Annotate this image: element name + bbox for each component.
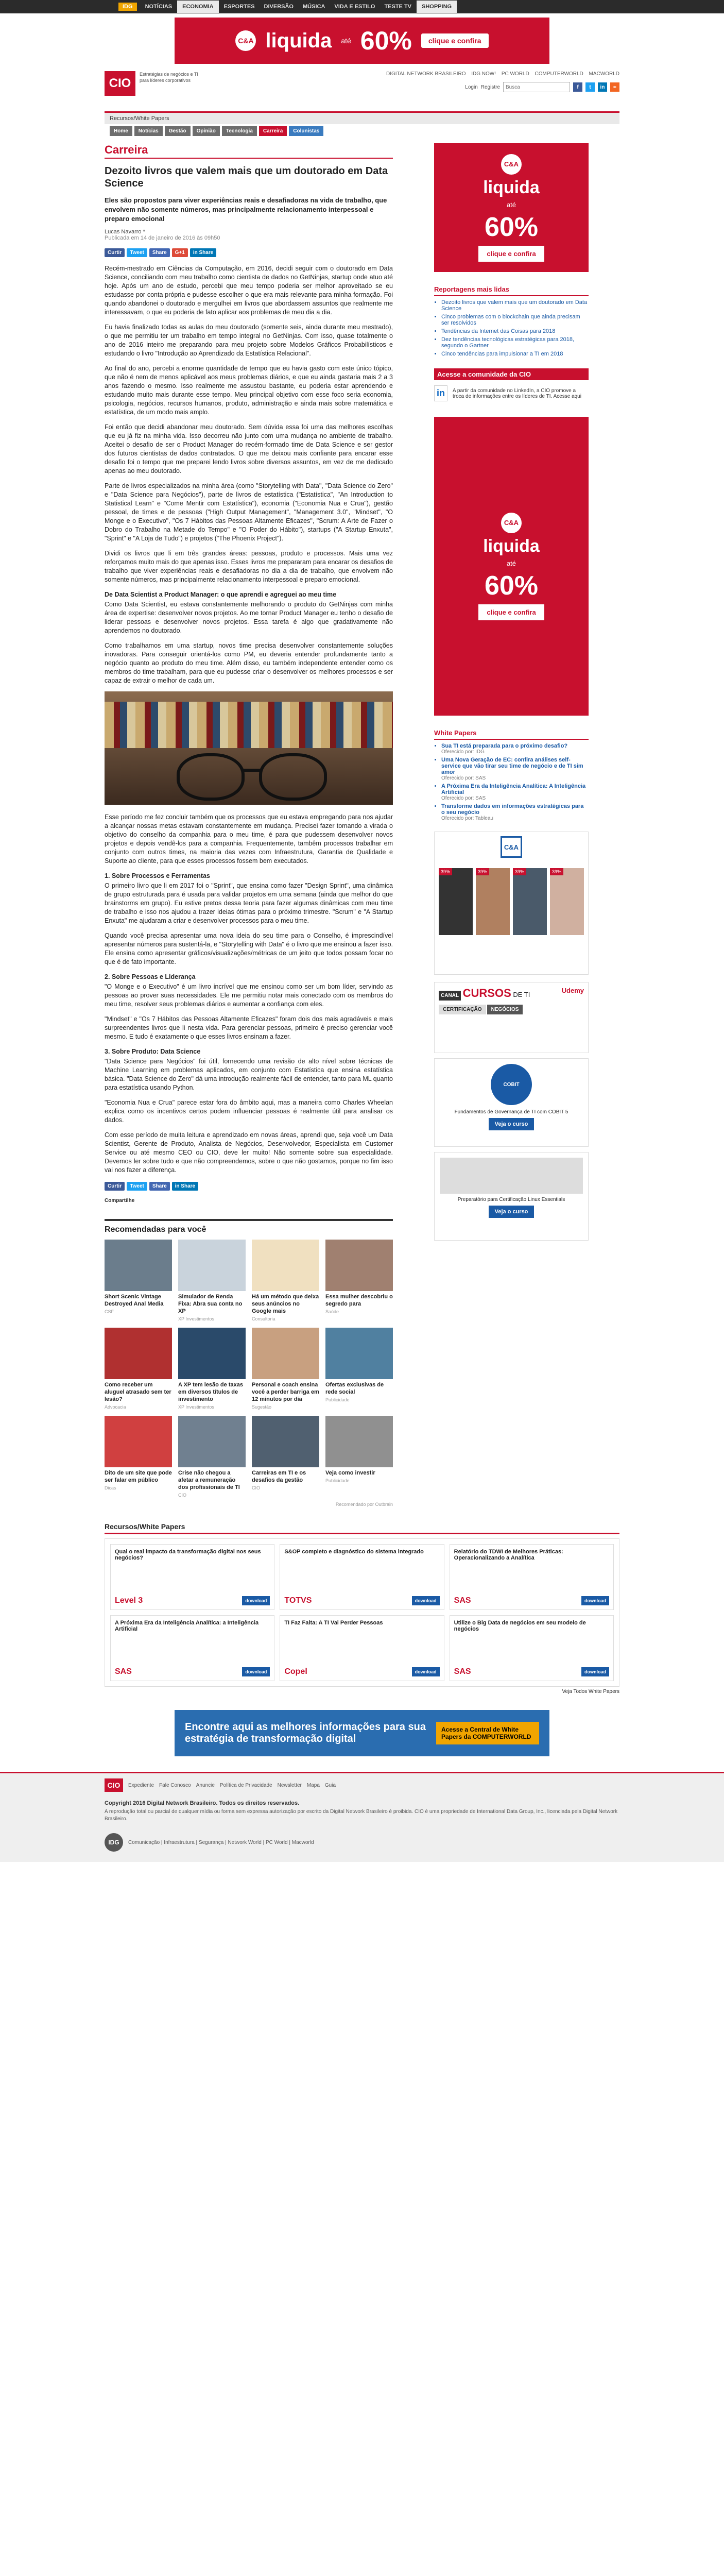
tab-vida-estilo[interactable]: VIDA E ESTILO bbox=[334, 4, 375, 10]
article-date: Publicada em 14 de janeiro de 2016 às 09h50 bbox=[105, 235, 220, 241]
footer bbox=[0, 1772, 724, 1862]
ad-ate: até bbox=[506, 200, 516, 209]
ad-brand-logo: C&A bbox=[235, 30, 256, 51]
tab-esportes[interactable]: ESPORTES bbox=[223, 4, 255, 10]
article-author[interactable]: Lucas Navarro * bbox=[105, 229, 145, 235]
ad-headline: liquida bbox=[483, 536, 540, 556]
resource-card[interactable]: S&OP completo e diagnóstico do sistema integrado TOTVS download bbox=[280, 1544, 444, 1610]
ad-percent: 60% bbox=[360, 26, 412, 55]
fb-share-button[interactable]: Share bbox=[149, 1182, 170, 1191]
most-read-title: Reportagens mais lidas bbox=[434, 283, 589, 296]
footer-cio-logo[interactable]: CIO bbox=[105, 1778, 123, 1792]
paragraph: O primeiro livro que li em 2017 foi o "Sprint", que ensina como fazer "Design Sprint", uma dinâmica de grupo estruturada para é usada para validar projetos em uma semana (ainda que melhor do que brainstorms em grupo). Eu estive pretos dessa teoria para fazer algumas dinâmicas com meu time de trabalho e isso nos ajudou a trazer ideias ótimas para o próximo trimestre. "Scrum" e "A Startup Enxuta" me ajudaram a criar e desenvolver processos para o meu time. bbox=[105, 882, 393, 924]
white-paper-item[interactable]: • Uma Nova Geração de EC: confira análises self-service que vão tirar seu time de negócio e de TI sim amor Oferecido por: SAS bbox=[441, 757, 589, 781]
paragraph: Como trabalhamos em uma startup, novos time precisa desenvolver constantemente soluções inovadoras. Para conseguir orientá-los como PM, eu deveria entender profundamente tanto a negócio quanto ao produto do meu time. Além disso, eu também independente entender como os membros do time trabalham, para que eu pudesse criar o desenvolver os melhores processos e ser capaz de extrair o melhor de cada um. bbox=[105, 642, 393, 684]
canal-label: CANAL bbox=[439, 991, 461, 1001]
ad-brand-logo: C&A bbox=[501, 513, 522, 533]
masthead bbox=[105, 71, 619, 111]
ad-ate: até bbox=[506, 559, 516, 567]
ad-percent: 60% bbox=[484, 570, 539, 601]
resource-card[interactable]: A Próxima Era da Inteligência Analítica: a Inteligência Artificial SAS download bbox=[110, 1615, 274, 1681]
idg-links[interactable]: Comunicação | Infraestrutura | Segurança | Network World | PC World | Macworld bbox=[128, 1839, 314, 1845]
article-column bbox=[105, 143, 393, 1507]
de-ti-label: DE TI bbox=[513, 991, 530, 998]
most-read-item[interactable]: • Dezoito livros que valem mais que um doutorado em Data Science bbox=[441, 299, 589, 312]
copyright: Copyright 2016 Digital Network Brasileiro. Todos os direitos reservados. bbox=[105, 1800, 300, 1806]
resource-card[interactable]: TI Faz Falta: A TI Vai Perder Pessoas Copel download bbox=[280, 1615, 444, 1681]
white-paper-item[interactable]: • Sua TI está preparada para o próximo desafio? Oferecido por: IDG bbox=[441, 743, 589, 755]
product-tile[interactable]: 39% bbox=[550, 868, 584, 935]
resource-card[interactable]: Qual o real impacto da transformação digital nos seus negócios? Level 3 download bbox=[110, 1544, 274, 1610]
register-link[interactable]: Registre bbox=[480, 84, 500, 90]
resources-title: Recursos/White Papers bbox=[105, 1522, 619, 1534]
banner-text: Encontre aqui as melhores informações para sua estratégia de transformação digital bbox=[185, 1721, 426, 1744]
sidebar-ad[interactable] bbox=[434, 143, 589, 272]
paragraph: "O Monge e o Executivo" é um livro incrível que me ensinou como ser um bom líder, servindo as pessoas ao prover suas necessidades. Ele me permitiu notar mais conectado com os membros do meu time, resolver seus problemas diários e aumentar a confiança com eles. bbox=[105, 983, 393, 1008]
network-brand[interactable]: IDG bbox=[118, 3, 137, 11]
reco-card[interactable]: A XP tem lesão de taxas em diversos títulos de investimento XP Investimentos bbox=[178, 1328, 246, 1410]
tab-certificacao[interactable]: CERTIFICAÇÃO bbox=[439, 1005, 486, 1014]
paragraph: Foi então que decidi abandonar meu doutorado. Sem dúvida essa foi uma das melhores escolhas que eu já fiz na minha vida. Isso decorreu não junto com uma mudança no ambiente de trabalho. Aceitei o desafio de ser o Product Manager do recém-formado time de Data Science e ser gestor dos futuros cientistas de dados contratados. O que me deixou mais confiante para encarar esse desafio foi o tempo que me preparei lendo livros sobre diversos assuntos, em vez de me dedicado apenas ao meu doutorado. bbox=[105, 423, 393, 474]
most-read-item[interactable]: • Dez tendências tecnológicas estratégicas para 2018, segundo o Gartner bbox=[441, 336, 589, 349]
primary-nav bbox=[105, 111, 619, 124]
white-papers-title: White Papers bbox=[434, 727, 589, 740]
paragraph: "Mindset" e "Os 7 Hábitos das Pessoas Altamente Eficazes" foram dois dos mais agradáveis e mais surpreendentes livros que li nesta vida. Para gerenciar pessoas, primeiro é preciso gerenciar você mesmo. E tudo é exatamente o que esses livros ensinam a fazer. bbox=[105, 1015, 393, 1040]
download-button: download bbox=[242, 1667, 270, 1676]
linkedin-logo-icon: in bbox=[434, 385, 447, 401]
cobit-cta-button[interactable]: Veja o curso bbox=[489, 1118, 535, 1130]
paragraph: Dividi os livros que li em três grandes áreas: pessoas, produto e processos. Mais uma vez reforçamos muito mais do que apenas isso. Esses livros me prepararam para encarar os desafios de trabalho que viver experiências reais e desafiadoras no dia a dia de trabalho, que envolvem não somente números, mas principalmente relacionamento interpessoal e preparo emocional. bbox=[105, 550, 393, 583]
download-button: download bbox=[412, 1596, 440, 1605]
reco-card[interactable]: Há um método que deixa seus anúncios no Google mais Consultoria bbox=[252, 1240, 319, 1321]
facebook-like-button[interactable]: Curtir bbox=[105, 1182, 125, 1191]
top-network-bar bbox=[0, 0, 724, 13]
share-bar-bottom bbox=[105, 1182, 393, 1191]
facebook-icon[interactable]: f bbox=[573, 82, 582, 92]
tab-noticias[interactable]: NOTÍCIAS bbox=[145, 4, 173, 10]
most-read-item[interactable]: • Cinco problemas com o blockchain que ainda precisam ser resolvidos bbox=[441, 314, 589, 326]
search-input[interactable] bbox=[503, 82, 570, 92]
sidebar bbox=[434, 143, 589, 1507]
product-tile[interactable]: 39% bbox=[513, 868, 547, 935]
paragraph: Eu havia finalizado todas as aulas do meu doutorado (somente seis, ainda durante meu mestrado), o que me permitiu ter um trabalho em tempo integral no GetNinjas. Com isso, quase totalmente o ano de 2016 inteiro me preparando para meu projeto sobre Modelos Gráficos Probabilísticos e estudando o livro "Introdução ao Aprendizado da Estatística Relacional". bbox=[105, 324, 393, 357]
resource-card[interactable]: Relatório do TDWI de Melhores Práticas: Operacionalizando a Analítica SAS download bbox=[450, 1544, 614, 1610]
network-link[interactable]: MACWORLD bbox=[589, 71, 619, 77]
linkedin-box-title: Acesse a comunidade da CIO bbox=[434, 368, 589, 380]
cursos-label: CURSOS bbox=[462, 987, 511, 999]
tagline: Estratégias de negócios e TI para líderes corporativos bbox=[140, 72, 198, 83]
tab-musica[interactable]: MÚSICA bbox=[303, 4, 325, 10]
product-tile[interactable]: 39% bbox=[476, 868, 510, 935]
reco-title: Recomendadas para você bbox=[105, 1219, 393, 1234]
reco-card[interactable]: Simulador de Renda Fixa: Abra sua conta no XP XP Investimentos bbox=[178, 1240, 246, 1321]
ad-percent: 60% bbox=[484, 212, 539, 242]
reco-card[interactable]: Dito de um site que pode ser falar em público Dicas bbox=[105, 1416, 172, 1498]
gplus-button[interactable]: G+1 bbox=[172, 248, 188, 257]
twitter-icon[interactable]: t bbox=[585, 82, 595, 92]
tab-colunistas[interactable]: Colunistas bbox=[289, 126, 323, 136]
sidebar-ad-tall[interactable] bbox=[434, 417, 589, 716]
linkedin-share-button[interactable]: in Share bbox=[190, 248, 216, 257]
linkedin-text: A partir da comunidade no LinkedIn, a CIO promove a troca de informações entre os líderes de TI. Acesse aqui bbox=[453, 387, 581, 399]
footer-link[interactable]: Guia bbox=[324, 1782, 336, 1788]
ad-headline: liquida bbox=[265, 29, 332, 52]
subheading: 3. Sobre Produto: Data Science bbox=[105, 1048, 201, 1055]
paragraph: "Economia Nua e Crua" parece estar fora do âmbito aqui, mas a maneira como Charles Wheelan explica como os incentivos certos podem influenciar pessoas é realmente útil para analisar os dados. bbox=[105, 1099, 393, 1124]
paragraph: Ao final do ano, percebi a enorme quantidade de tempo que eu havia gasto com este único tópico, que não é nem de menos aplicável aos meus problemas diários, e que eu ainda gastaria mais 2 a 3 anos fazendo o mesmo. Isso realmente me assustou bastante, eu poderia estar aprendendo e estudando muito mais durante esse tempo. Meu principal objetivo com esse foco seria economia, psicologia, negócios, recursos humanos, produto, administração e ainda mais sobre matemática e estatística, de um modo mais amplo. bbox=[105, 365, 393, 416]
tab-tecnologia[interactable]: Tecnologia bbox=[222, 126, 257, 136]
most-read-box bbox=[434, 283, 589, 357]
leaderboard-ad[interactable] bbox=[175, 18, 549, 64]
see-all-link[interactable]: Veja Todos White Papers bbox=[562, 1689, 619, 1694]
white-papers-box bbox=[434, 727, 589, 821]
tweet-button[interactable]: Tweet bbox=[127, 248, 147, 257]
ca-logo: C&A bbox=[501, 836, 522, 858]
product-tile[interactable]: 39% bbox=[439, 868, 473, 935]
most-read-item[interactable]: • Cinco tendências para impulsionar a TI em 2018 bbox=[441, 351, 589, 357]
ad-brand-logo: C&A bbox=[501, 154, 522, 175]
subheading: 1. Sobre Processos e Ferramentas bbox=[105, 872, 210, 879]
reco-card[interactable]: Ofertas exclusivas de rede social Publicidade bbox=[325, 1328, 393, 1410]
article-photo-books-glasses bbox=[105, 691, 393, 805]
tab-noticias-cio[interactable]: Notícias bbox=[134, 126, 163, 136]
tab-shopping[interactable]: SHOPPING bbox=[417, 1, 457, 13]
reco-card[interactable]: Essa mulher descobriu o segredo para Saúde bbox=[325, 1240, 393, 1321]
udemy-logo[interactable]: Udemy bbox=[561, 987, 584, 994]
paragraph: Quando você precisa apresentar uma nova ideia do seu time para o Conselho, é imprescindível apresentar números para sustentá-la, e "Storytelling with Data" é o livro que me ensinou a fazer isso. Ele ensina como apresentar gráficos/visualizações/métricas de um jeito que todos possam focar no que é de fato importante. bbox=[105, 932, 393, 965]
footer-link[interactable]: Expediente bbox=[128, 1782, 154, 1788]
reco-card[interactable]: Crise não chegou a afetar a remuneração dos profissionais de TI CIO bbox=[178, 1416, 246, 1498]
paragraph: "Data Science para Negócios" foi útil, fornecendo uma revisão de alto nível sobre técnicas de Machine Learning em problemas aplicados, em conjunto com Estatística que ensina estatística básica. "Data Science do Zero" dá uma introdução realmente fácil de entender, tanto para ML quanto para estatística usando Python. bbox=[105, 1058, 393, 1091]
white-paper-item[interactable]: • Transforme dados em informações estratégicas para o seu negócio Oferecido por: Tableau bbox=[441, 803, 589, 821]
download-button: download bbox=[581, 1667, 609, 1676]
download-button: download bbox=[242, 1596, 270, 1605]
linux-text: Preparatório para Certificação Linux Essentials bbox=[457, 1197, 565, 1202]
linux-course bbox=[434, 1152, 589, 1241]
facebook-like-button[interactable]: Curtir bbox=[105, 248, 125, 257]
share-bar bbox=[105, 248, 393, 257]
paragraph: Com esse período de muita leitura e aprendizado em novas áreas, aprendi que, seja você um Data Scientist, Gerente de Produto, Analista de Negócios, Desenvolvedor, Especialista em Customer Service ou até mesmo CEO ou CIO, deve ler muito! Não somente sobre sua especialidade. Devemos ler sobre tudo e que não compreendemos, sobre o que não gostamos, porque no fim isso vai nos fazer a diferença. bbox=[105, 1131, 393, 1174]
share-label: Compartilhe bbox=[105, 1198, 135, 1204]
banner-cta-button[interactable]: Acesse a Central de White Papers da COMPUTERWORLD bbox=[436, 1722, 539, 1744]
paragraph: Parte de livros especializados na minha área (como "Storytelling with Data", "Data Science do Zero" e "Data Science para Negócios"), parte de livros de estatística ("Estatística", "An Introduction to Statistical Learn" e "Come Mentir com Estatística"), economia ("Economia Nua e Crua"), gestão pessoal, de times e de pessoas ("High Output Management", "Management 3.0", "Mindset", "O Monge e o Executivo", "Os 7 Hábitos das Pessoas Altamente Eficazes", "Scrum: A Arte de Fazer o Dobro do Trabalho na Metade do Tempo" e "O Poder do Hábito"), startups ("A Startup Enxuta", "Sprint" e "A Loja de Tudo") e projetos ("The Phoenix Project"). bbox=[105, 482, 393, 542]
ad-cta-button[interactable]: clique e confira bbox=[478, 604, 544, 620]
outbrain-credit[interactable]: Recomendado por Outbrain bbox=[335, 1502, 393, 1507]
ad-ate: até bbox=[341, 37, 351, 45]
footer-link[interactable]: Política de Privacidade bbox=[219, 1782, 272, 1788]
download-button: download bbox=[581, 1596, 609, 1605]
network-link[interactable]: COMPUTERWORLD bbox=[535, 71, 583, 77]
linkedin-share-button[interactable]: in Share bbox=[172, 1182, 198, 1191]
cio-logo[interactable]: CIO bbox=[105, 71, 135, 96]
paragraph: Recém-mestrado em Ciências da Computação, em 2016, decidi seguir com o doutorado em Data Science, conciliando com meu trabalho como cientista de dados no GetNinjas, startup onde atuo até hoje. Após um ano de estudo, percebi que meu tempo poderia ser melhor aproveitado se eu estudasse por conta própria e pudesse escolher o que era mais relevante para minha formação. Foi quando abandonei o doutorado e mergulhei em livros que abordassem assuntos que realmente me interessavam, o que eu poderia de fato aplicar aos problemas de meu dia a dia. bbox=[105, 265, 393, 316]
footer-link[interactable]: Fale Conosco bbox=[159, 1782, 191, 1788]
nav-recursos[interactable]: Recursos/White Papers bbox=[110, 115, 169, 122]
tab-teste-tv[interactable]: TESTE TV bbox=[384, 4, 411, 10]
tab-economia[interactable]: ECONOMIA bbox=[177, 1, 219, 13]
tweet-button[interactable]: Tweet bbox=[127, 1182, 147, 1191]
reco-card[interactable]: Short Scenic Vintage Destroyed Anal Media CSF bbox=[105, 1240, 172, 1321]
article-body bbox=[105, 264, 393, 1175]
ca-product-ad[interactable] bbox=[434, 832, 589, 975]
network-link[interactable]: IDG NOW! bbox=[471, 71, 496, 77]
tab-negocios[interactable]: NEGÓCIOS bbox=[487, 1005, 523, 1014]
network-link[interactable]: PC WORLD bbox=[501, 71, 529, 77]
idg-logo[interactable]: IDG bbox=[105, 1833, 123, 1852]
subheading: De Data Scientist a Product Manager: o que aprendi e agreguei ao meu time bbox=[105, 591, 337, 598]
linkedin-icon[interactable]: in bbox=[598, 82, 607, 92]
paragraph: Como Data Scientist, eu estava constantemente melhorando o produto do GetNinjas com minha área de expertise: desenvolver novos projetos. Ao me tornar Product Manager eu tenho o desafio de liderar pessoas e desenvolver novos projetos. Essa tarefa é algo que gradativamente não aprendemos no doutorado. bbox=[105, 601, 393, 634]
footer-link[interactable]: Anuncie bbox=[196, 1782, 215, 1788]
section-label[interactable]: Carreira bbox=[105, 143, 393, 159]
resources-section bbox=[105, 1522, 619, 1694]
legal-text: A reprodução total ou parcial de qualquer mídia ou forma sem expressa autorização por escrito da Digital Network Brasileiro é proibida. CIO é uma propriedade de International Data Group, Inc., licenciada pela Digital Network Brasileiro. bbox=[105, 1809, 618, 1822]
recommendations bbox=[105, 1219, 393, 1507]
tab-carreira[interactable]: Carreira bbox=[259, 126, 287, 136]
cobit-text: Fundamentos de Governança de TI com COBIT 5 bbox=[454, 1109, 568, 1115]
ad-cta-button[interactable]: clique e confira bbox=[478, 246, 544, 262]
udemy-widget bbox=[434, 982, 589, 1053]
reco-card[interactable]: Personal e coach ensina você a perder barriga em 12 minutos por dia Sugestão bbox=[252, 1328, 319, 1410]
resource-card[interactable]: Utilize o Big Data de negócios em seu modelo de negócios SAS download bbox=[450, 1615, 614, 1681]
network-links bbox=[382, 71, 619, 77]
reco-card[interactable]: Carreiras em TI e os desafios da gestão CIO bbox=[252, 1416, 319, 1498]
download-button: download bbox=[412, 1667, 440, 1676]
footer-link[interactable]: Newsletter bbox=[277, 1782, 302, 1788]
cobit-course bbox=[434, 1058, 589, 1147]
article-title: Dezoito livros que valem mais que um doutorado em Data Science bbox=[105, 165, 388, 189]
article-lead: Eles são propostos para viver experiências reais e desafiadoras na vida de trabalho, que envolvem não somente números, mas principalmente relacionamento interpessoal e preparo emocional bbox=[105, 196, 387, 223]
reco-card[interactable]: Como receber um aluguel atrasado sem ter lesão? Advocacia bbox=[105, 1328, 172, 1410]
secondary-nav bbox=[105, 126, 619, 136]
tab-diversao[interactable]: DIVERSÃO bbox=[264, 4, 294, 10]
fb-share-button[interactable]: Share bbox=[149, 248, 170, 257]
linux-cta-button[interactable]: Veja o curso bbox=[489, 1206, 535, 1218]
tab-gestao[interactable]: Gestão bbox=[165, 126, 191, 136]
paragraph: Esse período me fez concluir também que os processos que eu estava empregando para nos ajudar a alcançar nossas metas estavam constantemente em mudança. Precisei fazer tomando a virada o objetivo do conselho da companhia para o meu time, é para que pudessem desenvolver novos projetos e depois vendê-los para a companhia. Frequentemente, tambêm processos trabalhar em conjunto com outros times, na maioria das vezes com Infraestrutura, Garantia de Qualidade e Suporte ao cliente, para que esses processos fossem bem executados. bbox=[105, 814, 393, 865]
bottom-banner-ad[interactable] bbox=[175, 1710, 549, 1756]
tab-opiniao[interactable]: Opinião bbox=[193, 126, 220, 136]
network-link[interactable]: DIGITAL NETWORK BRASILEIRO bbox=[386, 71, 466, 77]
footer-link[interactable]: Mapa bbox=[306, 1782, 320, 1788]
cobit-logo: COBIT bbox=[491, 1064, 532, 1105]
most-read-item[interactable]: • Tendências da Internet das Coisas para 2018 bbox=[441, 328, 589, 334]
linkedin-box[interactable] bbox=[434, 380, 589, 406]
white-paper-item[interactable]: • A Próxima Era da Inteligência Analítica: A Inteligência Artificial Oferecido por: SAS bbox=[441, 783, 589, 801]
login-link[interactable]: Login bbox=[465, 84, 478, 90]
subheading: 2. Sobre Pessoas e Liderança bbox=[105, 973, 196, 980]
ad-cta-button[interactable]: clique e confira bbox=[421, 33, 489, 48]
ad-headline: liquida bbox=[483, 177, 540, 197]
reco-card[interactable]: Veja como investir Publicidade bbox=[325, 1416, 393, 1498]
rss-icon[interactable]: ≈ bbox=[610, 82, 619, 92]
tab-home[interactable]: Home bbox=[110, 126, 132, 136]
